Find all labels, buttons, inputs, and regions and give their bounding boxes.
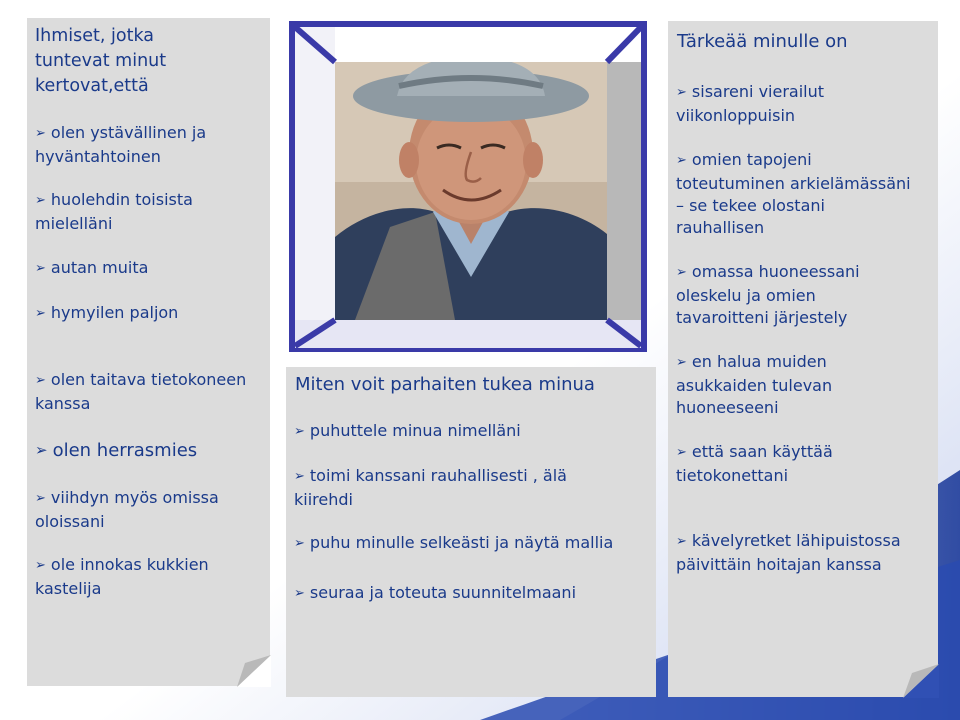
list-item-text: viikonloppuisin <box>676 106 796 125</box>
list-item-text: huolehdin toisista <box>50 190 193 209</box>
list-item-text: kastelija <box>35 579 102 598</box>
list-item-text: päivittäin hoitajan kanssa <box>676 555 882 574</box>
list-item <box>35 554 266 600</box>
list-item <box>676 261 934 329</box>
list-item-text: toimi kanssani rauhallisesti , älä <box>309 466 567 485</box>
list-item <box>294 582 652 606</box>
page-curl-icon <box>237 655 271 687</box>
list-item <box>35 122 266 168</box>
arrowhead-bullet-icon: ➢ <box>676 85 687 100</box>
list-item-text: asukkaiden tulevan <box>676 376 833 395</box>
list-item <box>294 465 652 511</box>
list-item-text: olen ystävällinen ja <box>50 123 207 142</box>
list-item-text: seuraa ja toteuta suunnitelmaani <box>309 583 577 602</box>
list-item-text: hymyilen paljon <box>50 303 179 322</box>
list-item-text: omassa huoneessani <box>691 262 860 281</box>
center-heading: Miten voit parhaiten tukea minua <box>295 374 595 395</box>
arrowhead-bullet-icon: ➢ <box>676 153 687 168</box>
list-item <box>35 302 266 326</box>
list-item <box>35 369 266 415</box>
arrowhead-bullet-icon: ➢ <box>294 536 305 551</box>
portrait-photo <box>335 62 607 320</box>
arrowhead-bullet-icon: ➢ <box>35 491 46 506</box>
list-item-text: mielelläni <box>35 214 113 233</box>
list-item-text: toteutuminen arkielämässäni <box>676 174 911 193</box>
left-heading <box>35 24 264 99</box>
list-item-text: kanssa <box>35 394 91 413</box>
left-heading-line: tuntevat minut <box>35 51 167 71</box>
list-item-text: oloissani <box>35 512 105 531</box>
arrowhead-bullet-icon: ➢ <box>35 261 46 276</box>
right-panel <box>668 21 938 697</box>
man-portrait-icon <box>335 62 607 320</box>
list-item-text: sisareni vierailut <box>691 82 825 101</box>
arrowhead-bullet-icon: ➢ <box>676 355 687 370</box>
list-item <box>676 441 934 487</box>
arrowhead-bullet-icon: ➢ <box>35 193 46 208</box>
list-item-text: ole innokas kukkien <box>50 555 209 574</box>
center-panel <box>286 367 656 697</box>
list-item-text: en halua muiden <box>691 352 827 371</box>
arrowhead-bullet-icon: ➢ <box>676 265 687 280</box>
arrowhead-bullet-icon: ➢ <box>35 441 48 459</box>
list-item <box>35 257 266 281</box>
list-item-text: tavaroitteni järjestely <box>676 308 848 327</box>
page-curl-icon <box>903 664 939 698</box>
list-item <box>35 440 266 462</box>
list-item <box>35 487 266 533</box>
list-item-text: olen herrasmies <box>52 440 198 461</box>
right-heading: Tärkeää minulle on <box>677 31 848 52</box>
list-item-text: puhuttele minua nimelläni <box>309 421 521 440</box>
left-heading-line: Ihmiset, jotka <box>35 26 155 46</box>
list-item-text: viihdyn myös omissa <box>50 488 219 507</box>
list-item <box>676 149 934 239</box>
arrowhead-bullet-icon: ➢ <box>294 424 305 439</box>
list-item-text: hyväntahtoinen <box>35 147 161 166</box>
arrowhead-bullet-icon: ➢ <box>294 469 305 484</box>
list-item-text: oleskelu ja omien <box>676 286 816 305</box>
arrowhead-bullet-icon: ➢ <box>676 534 687 549</box>
list-item-text: – se tekee olostani <box>676 196 825 215</box>
arrowhead-bullet-icon: ➢ <box>35 373 46 388</box>
list-item-text: tietokonettani <box>676 466 789 485</box>
list-item-text: kiirehdi <box>294 490 353 509</box>
arrowhead-bullet-icon: ➢ <box>35 558 46 573</box>
list-item <box>676 530 934 576</box>
left-heading-line: kertovat,että <box>35 76 149 96</box>
list-item <box>35 189 266 235</box>
list-item-text: rauhallisen <box>676 218 765 237</box>
list-item-text: autan muita <box>50 258 149 277</box>
arrowhead-bullet-icon: ➢ <box>35 126 46 141</box>
list-item-text: huoneeseeni <box>676 398 779 417</box>
list-item <box>676 81 934 127</box>
left-panel <box>27 18 270 686</box>
list-item <box>294 532 652 556</box>
arrowhead-bullet-icon: ➢ <box>35 306 46 321</box>
list-item-text: omien tapojeni <box>691 150 812 169</box>
list-item-text: olen taitava tietokoneen <box>50 370 247 389</box>
list-item-text: kävelyretket lähipuistossa <box>691 531 901 550</box>
arrowhead-bullet-icon: ➢ <box>294 586 305 601</box>
list-item <box>676 351 934 419</box>
list-item-text: puhu minulle selkeästi ja näytä mallia <box>309 533 614 552</box>
arrowhead-bullet-icon: ➢ <box>676 445 687 460</box>
list-item <box>294 420 652 444</box>
list-item-text: että saan käyttää <box>691 442 833 461</box>
